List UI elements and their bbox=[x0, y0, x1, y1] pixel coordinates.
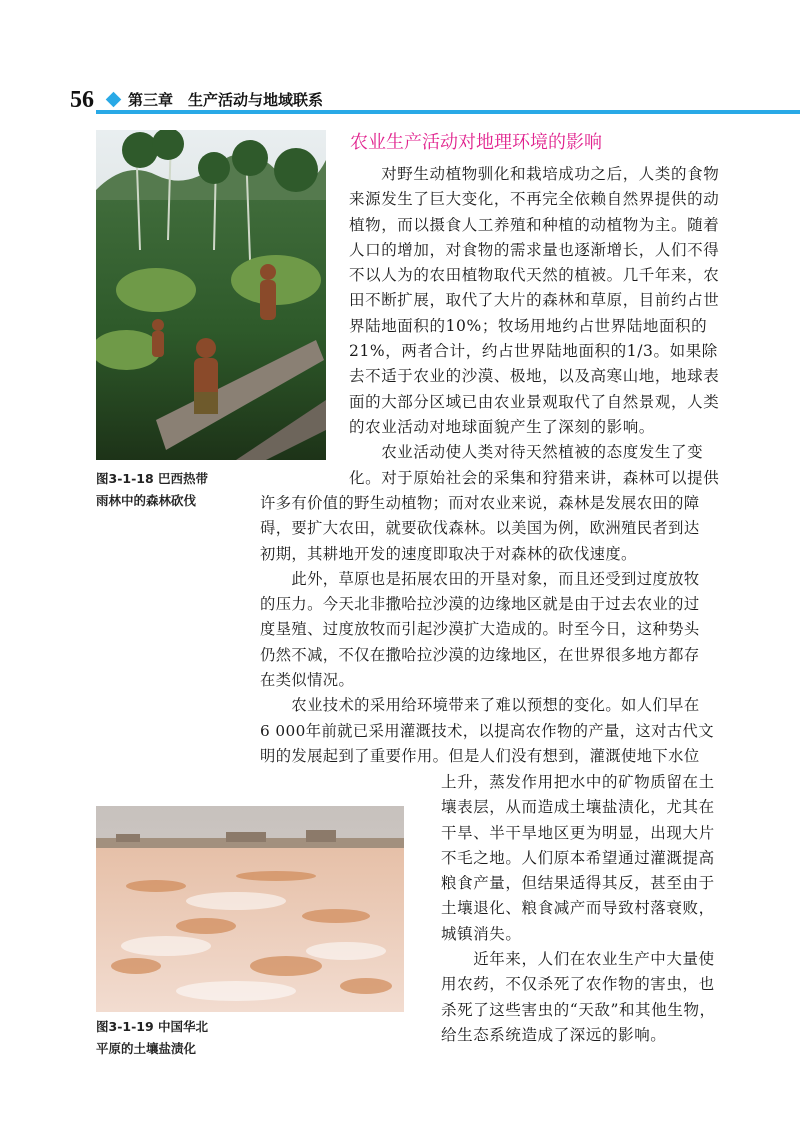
rainforest-photo bbox=[96, 130, 326, 460]
page-header bbox=[0, 84, 800, 114]
figure-caption-18: 图3-1-18 巴西热带 雨林中的森林砍伐 bbox=[96, 471, 209, 508]
figure-caption-19: 图3-1-19 中国华北 平原的土壤盐渍化 bbox=[96, 1019, 209, 1056]
page-number: 56 bbox=[70, 87, 94, 113]
saline-soil-photo bbox=[96, 806, 404, 1012]
header-rule bbox=[96, 110, 800, 114]
diamond-bullet-icon bbox=[106, 92, 122, 108]
body-text-block-3: 上升，蒸发作用把水中的矿物质留在土 壤表层，从而造成土壤盐渍化，尤其在 干旱、半干旱地区更为明显，出现大片 不毛之地。人们原本希望通过灌溉提高 粮食产量，但结果适得其反，甚至由于 土壤退化、粮食减产而导致村落衰败， 城镇消失。 近年来，人们在农业生产中大量使 用农药，不仅杀死了农作物的害虫，也 杀死了这些害虫的“天敌”和其他生物， 给生态系统造成了深远的影响。 bbox=[441, 773, 716, 1044]
body-text-block-1: 对野生动植物驯化和栽培成功之后，人类的食物 来源发生了巨大变化，不再完全依赖自然界提供的动 植物，而以摄食人工养殖和种植的动植物为主。随着 人口的增加，对食物的需求量也逐渐增长，人们不得 不以人为的农田植物取代天然的植被。几千年来，农 田不断扩展，取代了大片的森林和草原，目前约占世 界陆地面积的10%；牧场用地约占世界陆地面积的 21%，两者合计，约占世界陆地面积的1/3。如果除 去不适于农业的沙漠、极地，以及高寒山地，地球表 面的大部分区域已由农业景观取代了自然景观，人类 的农业活动对地球面貌产生了深刻的影响。 农业活动使人类对待天然植被的态度发生了变 化。对于原始社会的采集和狩猎来讲，森林可以提供 bbox=[349, 165, 720, 487]
body-text-block-2: 许多有价值的野生动植物；而对农业来说，森林是发展农田的障 碍，要扩大农田，就要砍伐森林。以美国为例，欧洲殖民者到达 初期，其耕地开发的速度即取决于对森林的砍伐速度。 此外，草原也是拓展农田的开垦对象，而且还受到过度放牧 的压力。今天北非撒哈拉沙漠的边缘地区就是由于过去农业的过 度垦殖、过度放牧而引起沙漠扩大造成的。时至今日，这种势头 仍然不减，不仅在撒哈拉沙漠的边缘地区，在世界很多地方都存 在类似情况。 农业技术的采用给环境带来了难以预想的变化。如人们早在 6 000年前就已采用灌溉技术，以提高农作物的产量，这对古代文 明的发展起到了重要作用。但是人们没有想到，灌溉使地下水位 bbox=[260, 494, 714, 765]
chapter-title: 第三章 生产活动与地域联系 bbox=[128, 91, 324, 109]
section-heading: 农业生产活动对地理环境的影响 bbox=[350, 132, 602, 153]
